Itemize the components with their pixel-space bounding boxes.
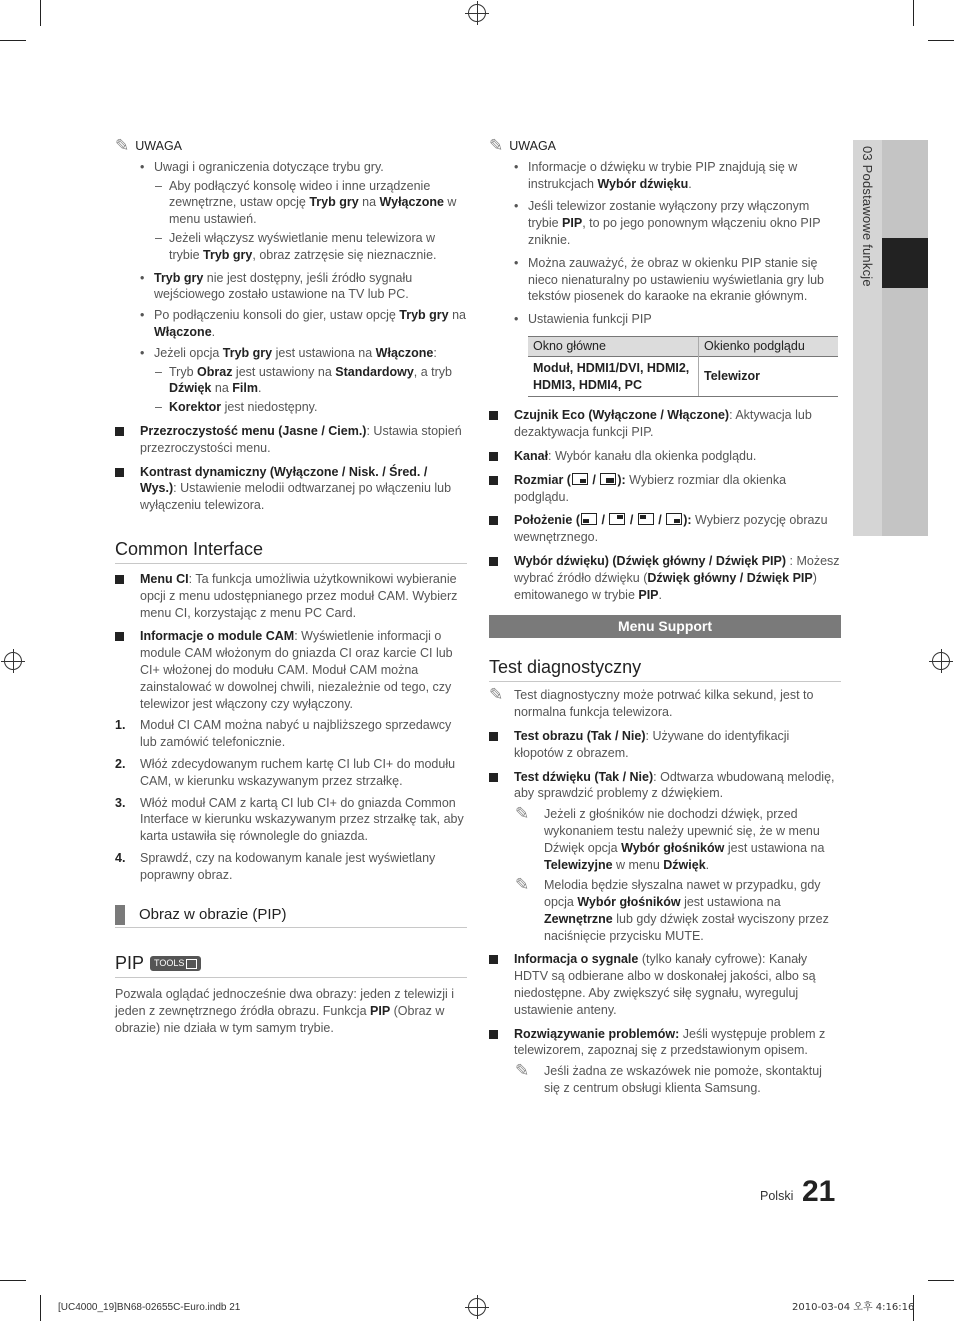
table-header: Okienko podglądu — [699, 336, 839, 356]
note-heading — [115, 138, 467, 155]
crop-mark — [40, 1295, 41, 1321]
list-item: Położenie ( / / / ): Wybierz pozycję obrazu wewnętrznego. — [489, 512, 841, 546]
position-top-left-icon — [638, 513, 654, 525]
registration-mark-icon — [468, 1298, 486, 1316]
list-item: – Tryb Obraz jest ustawiony na Standardowy, a tryb Dźwięk na Film. — [115, 364, 467, 398]
registration-mark-icon — [932, 652, 950, 670]
list-item: • Jeśli telewizor zostanie wyłączony przy włączonym trybie PIP, to po jego ponownym włączeniu okno PIP zniknie. — [489, 198, 841, 248]
side-tab-strip — [882, 140, 928, 536]
note-label: UWAGA — [135, 139, 183, 153]
chapter-label: 03 Podstawowe funkcje — [859, 146, 875, 287]
pencil-icon: ✎ — [515, 804, 530, 825]
list-item: 1. Moduł CI CAM można nabyć u najbliższego sprzedawcy lub zamówić telefonicznie. — [115, 718, 452, 750]
table-header: Okno główne — [528, 336, 699, 356]
note-heading — [489, 138, 841, 155]
crop-mark — [0, 1280, 26, 1281]
list-item: 2. Włóż zdecydowanym ruchem kartę CI lub CI+ do modułu CAM, w kierunku wskazywanym przez strzałkę. — [115, 756, 456, 788]
note-item: ✎ Jeśli żadna ze wskazówek nie pomoże, skontaktuj się z centrum obsługi klienta Samsung. — [515, 1061, 822, 1096]
footer-file-info: [UC4000_19]BN68-02655C-Euro.indb 21 — [58, 1302, 241, 1313]
list-item: • Po podłączeniu konsoli do gier, ustaw opcję Tryb gry na Włączone. — [115, 307, 467, 341]
pip-size-large-icon — [600, 473, 616, 485]
section-title: Common Interface — [115, 538, 467, 564]
heading-bar — [115, 905, 125, 925]
pip-settings-table — [528, 336, 838, 397]
table-cell: Telewizor — [699, 356, 839, 397]
position-top-right-icon — [609, 513, 625, 525]
crop-mark — [0, 40, 26, 41]
pip-size-small-icon — [572, 473, 588, 485]
list-item: Kontrast dynamiczny (Wyłączone / Nisk. / Śred. / Wys.): Ustawienie melodii odtwarzanej po włączeniu lub wyłączeniu telewizora. — [115, 464, 467, 514]
crop-mark — [928, 40, 954, 41]
page-number: 21 — [802, 1175, 836, 1208]
table-row — [528, 356, 838, 397]
list-item: • Jeżeli opcja Tryb gry jest ustawiona na Włączone: — [115, 345, 467, 362]
list-item: • Tryb gry nie jest dostępny, jeśli źródło sygnału wejściowego zostało ustawione na TV lub PC. — [115, 270, 467, 304]
list-item: Test obrazu (Tak / Nie): Używane do identyfikacji kłopotów z obrazem. — [489, 728, 841, 762]
note-item: ✎ Melodia będzie słyszalna nawet w przypadku, gdy opcja Wybór głośników jest ustawiona na Zewnętrzne lub gdy dźwięk został wyciszony przez naciśnięcie przycisku MUTE. — [515, 875, 829, 943]
registration-mark-icon — [468, 4, 486, 22]
list-item: • Uwagi i ograniczenia dotyczące trybu gry. — [115, 159, 467, 176]
subsection-heading — [115, 905, 467, 928]
list-item: 3. Włóż moduł CAM z kartą CI lub CI+ do gniazda Common Interface w kierunku wskazywanym przez strzałkę tak, aby karta ustawiła się równolegle do gniazda. — [115, 795, 464, 844]
list-item: Kanał: Wybór kanału dla okienka podglądu. — [489, 448, 841, 465]
tools-badge: TOOLS — [150, 956, 201, 971]
side-tab-marker — [882, 238, 928, 288]
section-title: Test diagnostyczny — [489, 656, 841, 682]
pencil-icon: ✎ — [489, 136, 504, 157]
list-item: Test dźwięku (Tak / Nie): Odtwarza wbudowaną melodię, aby sprawdzić problemy z dźwiękiem. — [489, 769, 841, 803]
pencil-icon: ✎ — [515, 1061, 530, 1082]
note-item: ✎ Test diagnostyczny może potrwać kilka sekund, jest to normalna funkcja telewizora. — [489, 685, 814, 720]
note-item: ✎ Jeżeli z głośników nie dochodzi dźwięk, przed wykonaniem testu należy upewnić się, że w menu Dźwięk opcja Wybór głośników jest ustawiona na Telewizyjne w menu Dźwięk. — [515, 804, 825, 872]
pencil-icon: ✎ — [489, 685, 504, 706]
pencil-icon: ✎ — [515, 875, 530, 896]
list-item: • Można zauważyć, że obraz w okienku PIP stanie się nieco nienaturalny po ustawieniu wyświetlania gry lub tekstów piosenek do karaoke na ekranie głównym. — [489, 255, 841, 305]
note-label: UWAGA — [509, 139, 557, 153]
tools-icon — [186, 959, 197, 969]
subsection-title: Obraz w obrazie (PIP) — [139, 906, 287, 924]
list-item: Wybór dźwięku) (Dźwięk główny / Dźwięk PIP) : Możesz wybrać źródło dźwięku (Dźwięk główny / Dźwięk PIP) emitowanego w trybie PIP. — [489, 553, 841, 603]
list-item: Czujnik Eco (Wyłączone / Włączone): Aktywacja lub dezaktywacja funkcji PIP. — [489, 407, 841, 441]
list-item: Menu CI: Ta funkcja umożliwia użytkownikowi wybieranie opcji z menu udostępnianego przez moduł CAM. Wybierz menu CI, korzystając z menu PC Card. — [115, 571, 467, 621]
footer-timestamp: 2010-03-04 오후 4:16:16 — [792, 1302, 915, 1313]
crop-mark — [928, 1280, 954, 1281]
position-bottom-right-icon — [666, 513, 682, 525]
list-item: Rozwiązywanie problemów: Jeśli występuje problem z telewizorem, zapoznaj się z przedstawionym opisem. — [489, 1026, 841, 1060]
paragraph: Pozwala oglądać jednocześnie dwa obrazy: jeden z telewizji i jeden z zewnętrznego źródła obrazu. Funkcja PIP (Obraz w obrazie) nie działa w tym samym trybie. — [115, 987, 455, 1036]
list-item: Informacje o module CAM: Wyświetlenie informacji o module CAM włożonym do gniazda CI oraz karcie CI lub CI+ włożonej do modułu CAM. Moduł CAM można zainstalować w dowolnej chwili, niezależnie od tego, czy telewizor jest włączony czy wyłączony. — [115, 628, 467, 712]
position-bottom-left-icon — [581, 513, 597, 525]
list-item: – Aby podłączyć konsolę wideo i inne urządzenie zewnętrzne, ustaw opcję Tryb gry na Wyłączone w menu ustawień. — [115, 178, 467, 228]
list-item: – Jeżeli włączysz wyświetlanie menu telewizora w trybie Tryb gry, obraz zatrzęsie się nieznacznie. — [115, 230, 467, 264]
list-item: 4. Sprawdź, czy na kodowanym kanale jest wyświetlany poprawny obraz. — [115, 850, 436, 882]
list-item: Rozmiar ( / ): Wybierz rozmiar dla okienka podglądu. — [489, 472, 841, 506]
list-item: • Ustawienia funkcji PIP — [489, 311, 841, 328]
left-column — [115, 138, 467, 1037]
registration-mark-icon — [4, 652, 22, 670]
table-header-row — [528, 336, 838, 356]
page-language: Polski — [760, 1189, 794, 1203]
pencil-icon: ✎ — [115, 136, 130, 157]
list-item: – Korektor jest niedostępny. — [115, 399, 467, 416]
crop-mark — [913, 0, 914, 26]
list-item: Przezroczystość menu (Jasne / Ciem.): Ustawia stopień przezroczystości menu. — [115, 423, 467, 457]
menu-support-bar: Menu Support — [489, 615, 841, 638]
section-title: PIP TOOLS — [115, 952, 467, 978]
table-cell: Moduł, HDMI1/DVI, HDMI2, HDMI3, HDMI4, PC — [528, 356, 699, 397]
list-item: Informacja o sygnale (tylko kanały cyfrowe): Kanały HDTV są odbierane albo w doskonałej jakości, albo są niedostępne. Aby zwiększyć siłę sygnału, wyreguluj ustawienie anteny. — [489, 951, 841, 1018]
right-column — [489, 138, 841, 1097]
list-item: • Informacje o dźwięku w trybie PIP znajdują się w instrukcjach Wybór dźwięku. — [489, 159, 841, 193]
crop-mark — [40, 0, 41, 26]
